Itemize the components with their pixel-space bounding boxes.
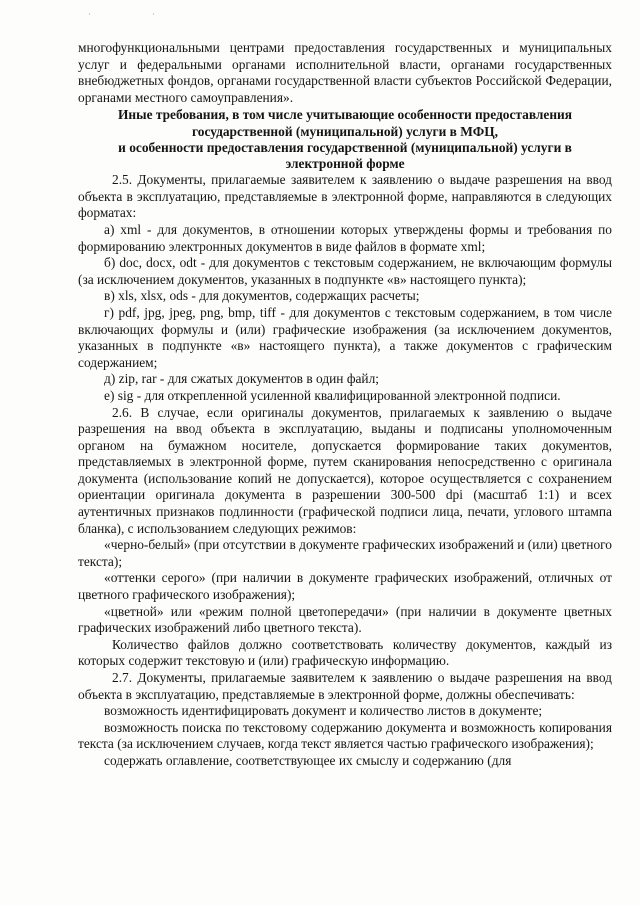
list-item-v: в) xls, xlsx, ods - для документов, содержащих расчеты;: [104, 288, 420, 304]
body-text: [78, 172, 612, 769]
requirement-contents: содержать оглавление, соответствующее их смыслу и содержанию (для: [104, 752, 512, 768]
list-item-b: б) doc, docx, odt - для документов с текстовым содержанием, не включающим формулы (за исключением документов, указанных в подпункте «в» настоящего пункта);: [78, 255, 612, 287]
paragraph-2-6: 2.6. В случае, если оригиналы документов, прилагаемых к заявлению о выдаче разрешения на ввод объекта в эксплуатацию, выданы и подписаны уполномоченным органом на бумажном носителе, допускается формирование таких документов, представляемых в электронной форме, путем сканирования непосредственно с оригинала документа (использование копий не допускается), которое осуществляется с сохранением ориентации оригинала документа в разрешении 300-500 dpi (масштаб 1:1) и всех аутентичных признаков подлинности (графической подписи лица, печати, углового штампа бланка), с использованием следующих режимов:: [78, 404, 612, 536]
mode-color: «цветной» или «режим полной цветопередачи» (при наличии в документе цветных графических изображений либо цветного текста).: [78, 603, 612, 636]
heading-line: электронной форме: [285, 155, 405, 171]
scan-mark: ·: [88, 9, 91, 19]
paragraph-intro: многофункциональными центрами предоставления государственных и муниципальных услуг и федеральными органами исполнительной власти, органами государственных внебюджетных фондов, органами государственной власти субъектов Российской Федерации, органами местного самоуправления».: [78, 40, 612, 105]
list-item-d: д) zip, rar - для сжатых документов в один файл;: [104, 371, 380, 387]
list-item-a: а) xml - для документов, в отношении которых утверждены формы и требования по формированию электронных документов в виде файлов в формате xml;: [78, 221, 612, 254]
heading-line: Иные требования, в том числе учитывающие особенности предоставления: [117, 107, 573, 123]
mode-grayscale: «оттенки серого» (при наличии в документе графических изображений, отличных от цветного графического изображения);: [78, 570, 612, 603]
heading-line: государственной (муниципальной) услуги в МФЦ,: [192, 123, 498, 139]
heading-line: и особенности предоставления государственной (муниципальной) услуги в: [118, 139, 572, 155]
requirement-search: возможность поиска по текстовому содержанию документа и возможность копирования текста (за исключением случаев, когда текст является частью графического изображения);: [78, 719, 612, 752]
section-heading: [78, 107, 612, 172]
paragraph-2-7: 2.7. Документы, прилагаемые заявителем к заявлению о выдаче разрешения на ввод объекта в эксплуатацию, представляемые в электронной форме, должны обеспечивать:: [78, 670, 612, 702]
list-item-g: г) pdf, jpg, jpeg, png, bmp, tiff - для документов с текстовым содержанием, в том числе включающих формулы и (или) графические изображения (за исключением документов, указанных в подпункте «в» настоящего пункта), а также документов с графическим содержанием;: [78, 304, 612, 370]
mode-black-white: «черно-белый» (при отсутствии в документе графических изображений и (или) цветного текста);: [78, 537, 612, 569]
list-item-e: е) sig - для открепленной усиленной квалифицированной электронной подписи.: [104, 387, 561, 403]
paragraph-file-count: Количество файлов должно соответствовать количеству документов, каждый из которых содержит текстовую и (или) графическую информацию.: [78, 636, 612, 669]
paragraph-2-5: 2.5. Документы, прилагаемые заявителем к заявлению о выдаче разрешения на ввод объекта в эксплуатацию, представляемые в электронной форме, направляются в следующих форматах:: [78, 172, 612, 221]
requirement-identify: возможность идентифицировать документ и количество листов в документе;: [104, 703, 543, 719]
scan-mark: ·: [152, 9, 155, 19]
